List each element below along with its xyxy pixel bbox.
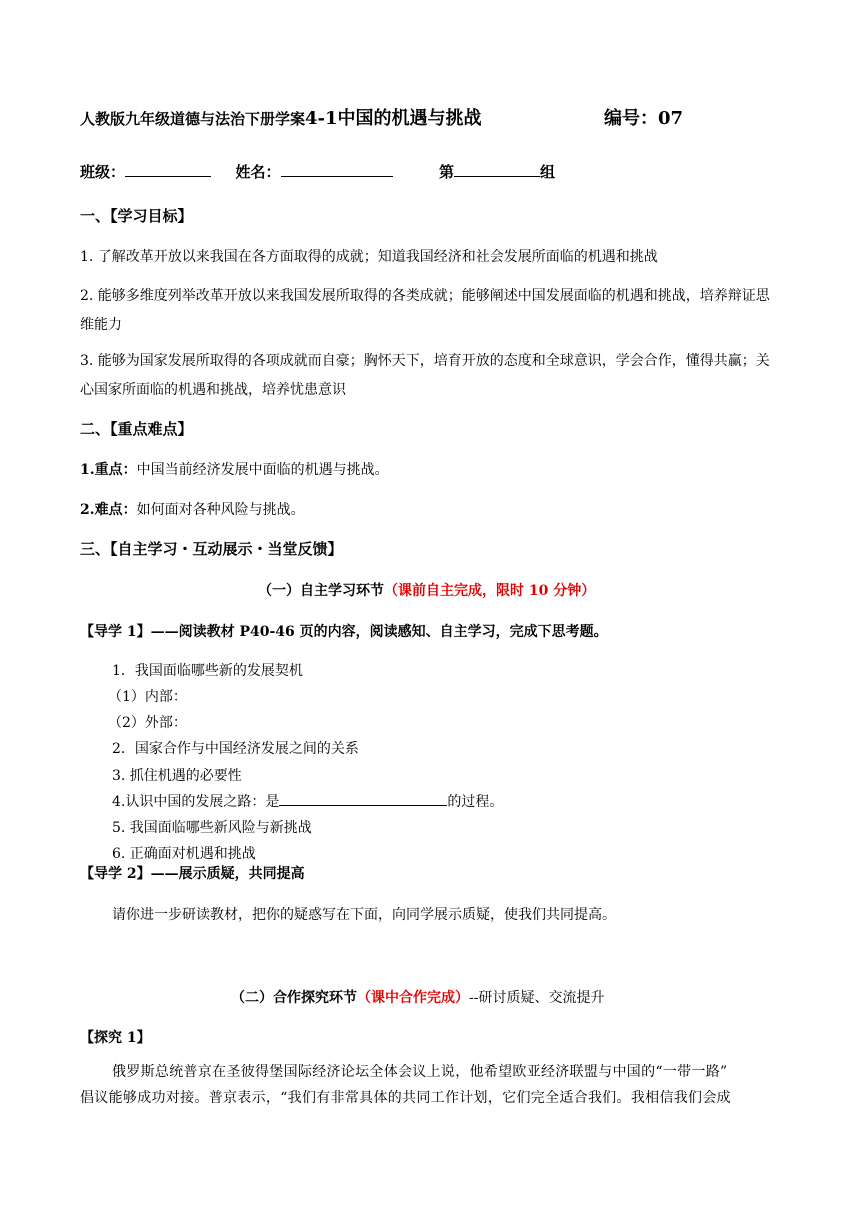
- question-4-prefix: 4.认识中国的发展之路：是: [112, 794, 280, 810]
- diff-text: 如何面对各种风险与挑战。: [136, 502, 305, 518]
- explore-paragraph-line2: 倡议能够成功对接。普京表示，“我们有非常具体的共同工作计划，它们完全适合我们。我相信我们会成: [80, 1090, 731, 1106]
- question-4-suffix: 的过程。: [447, 794, 504, 810]
- group-prefix: 第: [438, 163, 454, 181]
- group-suffix: 组: [539, 163, 555, 181]
- self-study-heading: [258, 580, 595, 600]
- question-1b: （2）外部：: [108, 715, 187, 731]
- coop-heading: [231, 987, 604, 1007]
- class-label: 班级：: [80, 163, 126, 181]
- question-3: 3. 抓住机遇的必要性: [112, 768, 242, 784]
- question-6: 6. 正确面对机遇和挑战: [112, 846, 256, 862]
- question-2: 2．国家合作与中国经济发展之间的关系: [112, 741, 359, 757]
- study-title: 三、【自主学习・互动展示・当堂反馈】: [80, 540, 343, 558]
- coop-heading-tail: --研讨质疑、交流提升: [469, 990, 605, 1006]
- explore-paragraph-line1: 俄罗斯总统普京在圣彼得堡国际经济论坛全体会议上说，他希望欧亚经济联盟与中国的“一带一路”: [112, 1064, 728, 1080]
- class-blank[interactable]: [125, 162, 211, 177]
- guide-1: 【导学 1】——阅读教材 P40-46 页的内容，阅读感知、自主学习，完成下思考题。: [80, 624, 608, 640]
- coop-heading-red: （课中合作完成）: [357, 990, 469, 1006]
- question-1a: （1）内部：: [108, 689, 187, 705]
- info-row: [80, 161, 555, 182]
- explore-1: 【探究 1】: [80, 1030, 151, 1046]
- document-title: [80, 104, 482, 130]
- title-main: 4-1中国的机遇与挑战: [305, 108, 482, 129]
- guide-2: 【导学 2】——展示质疑，共同提高: [80, 866, 305, 882]
- coop-heading-text: （二）合作探究环节: [231, 990, 357, 1006]
- key-point: [80, 459, 389, 479]
- self-study-heading-red: （课前自主完成，限时 10 分钟）: [384, 583, 596, 599]
- question-1: 1．我国面临哪些新的发展契机: [112, 663, 303, 679]
- key-label: 1.重点：: [80, 462, 137, 478]
- name-label: 姓名：: [235, 163, 281, 181]
- name-blank[interactable]: [281, 162, 393, 177]
- group-blank[interactable]: [454, 162, 540, 177]
- goal-2: 2. 能够多维度列举改革开放以来我国发展所取得的各类成就；能够阐述中国发展面临的机遇和挑战，培养辩证思维能力: [80, 288, 770, 333]
- question-4-blank[interactable]: [279, 791, 447, 806]
- question-5: 5. 我国面临哪些新风险与新挑战: [112, 820, 312, 836]
- goal-1: 1. 了解改革开放以来我国在各方面取得的成就；知道我国经济和社会发展所面临的机遇和挑战: [80, 249, 658, 265]
- key-title: 二、【重点难点】: [80, 420, 193, 438]
- document-code: 编号：07: [604, 108, 684, 129]
- guide-2-text: 请你进一步研读教材，把你的疑惑写在下面，向同学展示质疑，使我们共同提高。: [112, 907, 616, 923]
- key-text: 中国当前经济发展中面临的机遇与挑战。: [136, 462, 389, 478]
- goal-3: 3. 能够为国家发展所取得的各项成就而自豪；胸怀天下，培育开放的态度和全球意识，学会合作，懂得共赢；关心国家所面临的机遇和挑战，培养忧患意识: [80, 353, 770, 398]
- diff-label: 2.难点：: [80, 502, 137, 518]
- title-prefix: 人教版九年级道德与法治下册学案: [80, 110, 306, 128]
- self-study-heading-text: （一）自主学习环节: [258, 583, 384, 599]
- difficult-point: [80, 499, 305, 519]
- question-4: [112, 791, 503, 811]
- goals-title: 一、【学习目标】: [80, 207, 193, 225]
